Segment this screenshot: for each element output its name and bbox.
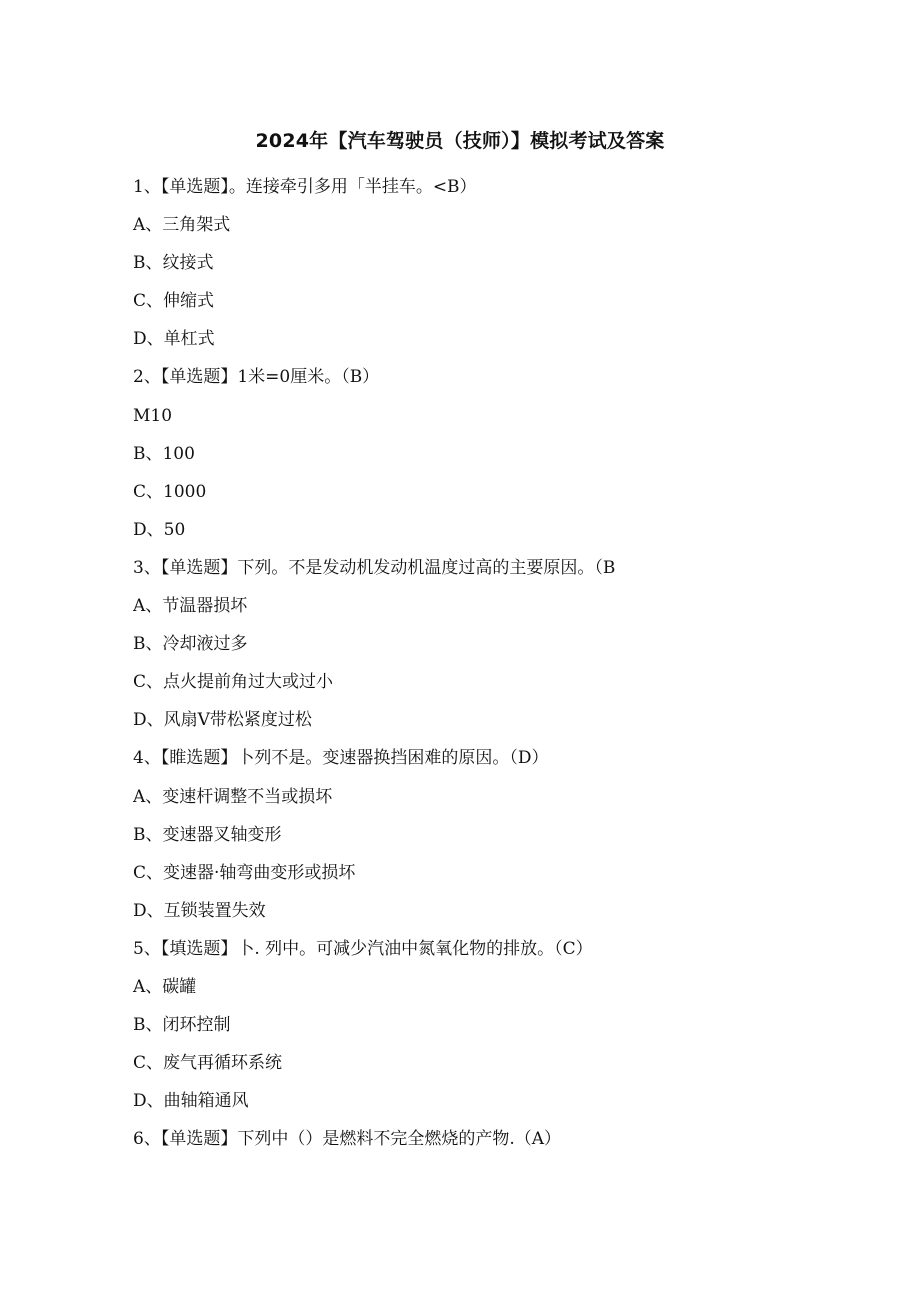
option-2-b: B、100 bbox=[133, 443, 195, 464]
question-6: 6、【单选题】下列中（）是燃料不完全燃烧的产物.（A） bbox=[133, 1129, 561, 1150]
option-1-d: D、单杠式 bbox=[133, 329, 215, 350]
option-3-c: C、点火提前角过大或过小 bbox=[133, 672, 334, 693]
option-3-a: A、节温器损坏 bbox=[133, 596, 248, 617]
option-2-a: M10 bbox=[133, 405, 173, 426]
option-4-d: D、互锁装置失效 bbox=[133, 900, 266, 921]
option-5-a: A、碳罐 bbox=[133, 976, 197, 997]
option-4-c: C、变速器·轴弯曲变形或损坏 bbox=[133, 862, 356, 883]
option-1-b: B、纹接式 bbox=[133, 253, 214, 274]
option-4-b: B、变速器叉轴变形 bbox=[133, 824, 282, 845]
question-5: 5、【填选题】卜. 列中。可减少汽油中氮氧化物的排放。（C） bbox=[133, 938, 593, 959]
question-list bbox=[133, 175, 833, 1165]
option-1-c: C、伸缩式 bbox=[133, 291, 215, 312]
question-3: 3、【单选题】下列。不是发动机发动机温度过高的主要原因。（B bbox=[133, 557, 616, 578]
option-5-d: D、曲轴箱通风 bbox=[133, 1091, 249, 1112]
option-2-c: C、1000 bbox=[133, 481, 207, 502]
option-5-c: C、废气再循环系统 bbox=[133, 1053, 283, 1074]
question-1: 1、【单选题】。连接牵引多用「半挂车。<B） bbox=[133, 177, 477, 197]
option-3-b: B、冷却液过多 bbox=[133, 634, 248, 655]
question-2: 2、【单选题】1米=0厘米。（B） bbox=[133, 367, 380, 388]
option-5-b: B、闭环控制 bbox=[133, 1015, 231, 1036]
option-3-d: D、风扇V带松紧度过松 bbox=[133, 710, 312, 731]
option-2-d: D、50 bbox=[133, 519, 186, 540]
question-4: 4、【睢选题】卜列不是。变速器换挡困难的原因。（D） bbox=[133, 748, 549, 769]
document-title: 2024年【汽车驾驶员（技师）】模拟考试及答案 bbox=[255, 130, 665, 152]
option-4-a: A、变速杆调整不当或损坏 bbox=[133, 786, 333, 807]
option-1-a: A、三角架式 bbox=[133, 215, 231, 236]
